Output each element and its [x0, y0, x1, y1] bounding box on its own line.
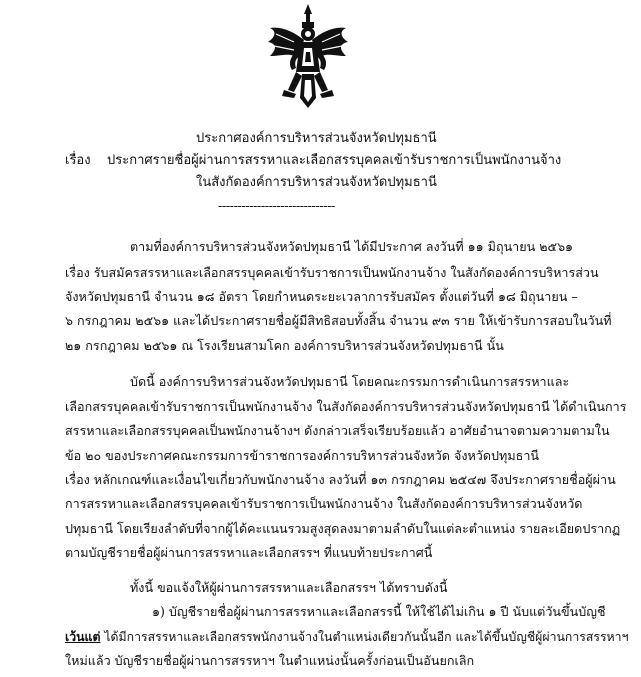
paragraph-1-line: เรื่อง รับสมัครสรรหาและเลือกสรรบุคคลเข้ารับราชการเป็นพนักงานจ้าง ในสังกัดองค์การบริหารส่วน: [65, 265, 599, 280]
paragraph-1-line: ๒๑ กรกฎาคม ๒๕๖๑ ณ โรงเรียนสามโคก องค์การบริหารส่วนจังหวัดปทุมธานี นั้น: [65, 338, 504, 353]
garuda-emblem-icon: [264, 2, 352, 112]
paragraph-2-line: ข้อ ๒๐ ของประกาศคณะกรรมการข้าราชการองค์การบริหารส่วนจังหวัด จังหวัดปทุมธานี: [65, 448, 540, 463]
paragraph-2-line: เลือกสรรบุคคลเข้ารับราชการเป็นพนักงานจ้าง ในสังกัดองค์การบริหารส่วนจังหวัดปทุมธานี ได้ดำเนินการ: [65, 399, 627, 414]
paragraph-1-line: ตามที่องค์การบริหารส่วนจังหวัดปทุมธานี ได้มีประกาศ ลงวันที่ ๑๑ มิถุนายน ๒๕๖๑: [130, 239, 574, 254]
heading-divider: ------------------------------: [218, 199, 335, 214]
item-1-line3: ใหม่แล้ว บัญชีรายชื่อผู้ผ่านการสรรหาฯ ในตำแหน่งนั้นครั้งก่อนเป็นอันยกเลิก: [65, 653, 475, 668]
paragraph-2-line: สรรหาและเลือกสรรบุคคลเป็นพนักงานจ้างฯ ดังกล่าวเสร็จเรียบร้อยแล้ว อาศัยอำนาจตามความตามใน: [65, 423, 610, 438]
paragraph-1-line: ๖ กรกฎาคม ๒๕๖๑ และได้ประกาศรายชื่อผู้มีสิทธิสอบทั้งสิ้น จำนวน ๙๓ ราย ให้เข้ารับการสอบในวันที่: [65, 313, 612, 328]
announcement-subject: [65, 151, 561, 171]
subject-label: เรื่อง: [65, 153, 91, 168]
item-1-line2-text: ได้มีการสรรหาและเลือกสรรพนักงานจ้างในตำแหน่งเดียวกันนั้นอีก และได้ขึ้นบัญชีผู้ผ่านการสรรหาฯ: [100, 630, 629, 644]
announcement-title: ประกาศองค์การบริหารส่วนจังหวัดปทุมธานี: [196, 131, 437, 146]
paragraph-3-line: ทั้งนี้ ขอแจ้งให้ผู้ผ่านการสรรหาและเลือกสรรฯ ได้ทราบดังนี้: [130, 580, 448, 595]
subject-text-line2: ในสังกัดองค์การบริหารส่วนจังหวัดปทุมธานี: [196, 175, 437, 190]
except-label: เว้นแต่: [65, 629, 101, 644]
paragraph-2-line: ปทุมธานี โดยเรียงลำดับที่จากผู้ได้คะแนนรวมสูงสุดลงมาตามลำดับในแต่ละตำแหน่ง รายละเอียดปรากฏ: [65, 521, 621, 536]
paragraph-2-line: การสรรหาและเลือกสรรบุคคลเข้ารับราชการเป็นพนักงานจ้าง ในสังกัดองค์การบริหารส่วนจังหวัด: [65, 496, 583, 511]
paragraph-2-line: เรื่อง หลักเกณฑ์และเงื่อนไขเกี่ยวกับพนักงานจ้าง ลงวันที่ ๑๓ กรกฎาคม ๒๕๔๗ จึงประกาศรายชื่อผู้ผ่าน: [65, 472, 616, 487]
paragraph-2-line: บัดนี้ องค์การบริหารส่วนจังหวัดปทุมธานี โดยคณะกรรมการดำเนินการสรรหาและ: [130, 374, 570, 389]
paragraph-2-line: ตามบัญชีรายชื่อผู้ผ่านการสรรหาและเลือกสรรฯ ที่แนบท้ายประกาศนี้: [65, 545, 433, 560]
paragraph-1-line: จังหวัดปทุมธานี จำนวน ๑๘ อัตรา โดยกำหนดระยะเวลาการรับสมัคร ตั้งแต่วันที่ ๑๘ มิถุนายน –: [65, 289, 578, 304]
subject-text-line1: ประกาศรายชื่อผู้ผ่านการสรรหาและเลือกสรรบุคคลเข้ารับราชการเป็นพนักงานจ้าง: [107, 153, 562, 168]
item-1-line: ๑) บัญชีรายชื่อผู้ผ่านการสรรหาและเลือกสรรนี้ ให้ใช้ได้ไม่เกิน ๑ ปี นับแต่วันขึ้นบัญชี: [152, 604, 606, 619]
item-1-line2: [65, 627, 628, 647]
